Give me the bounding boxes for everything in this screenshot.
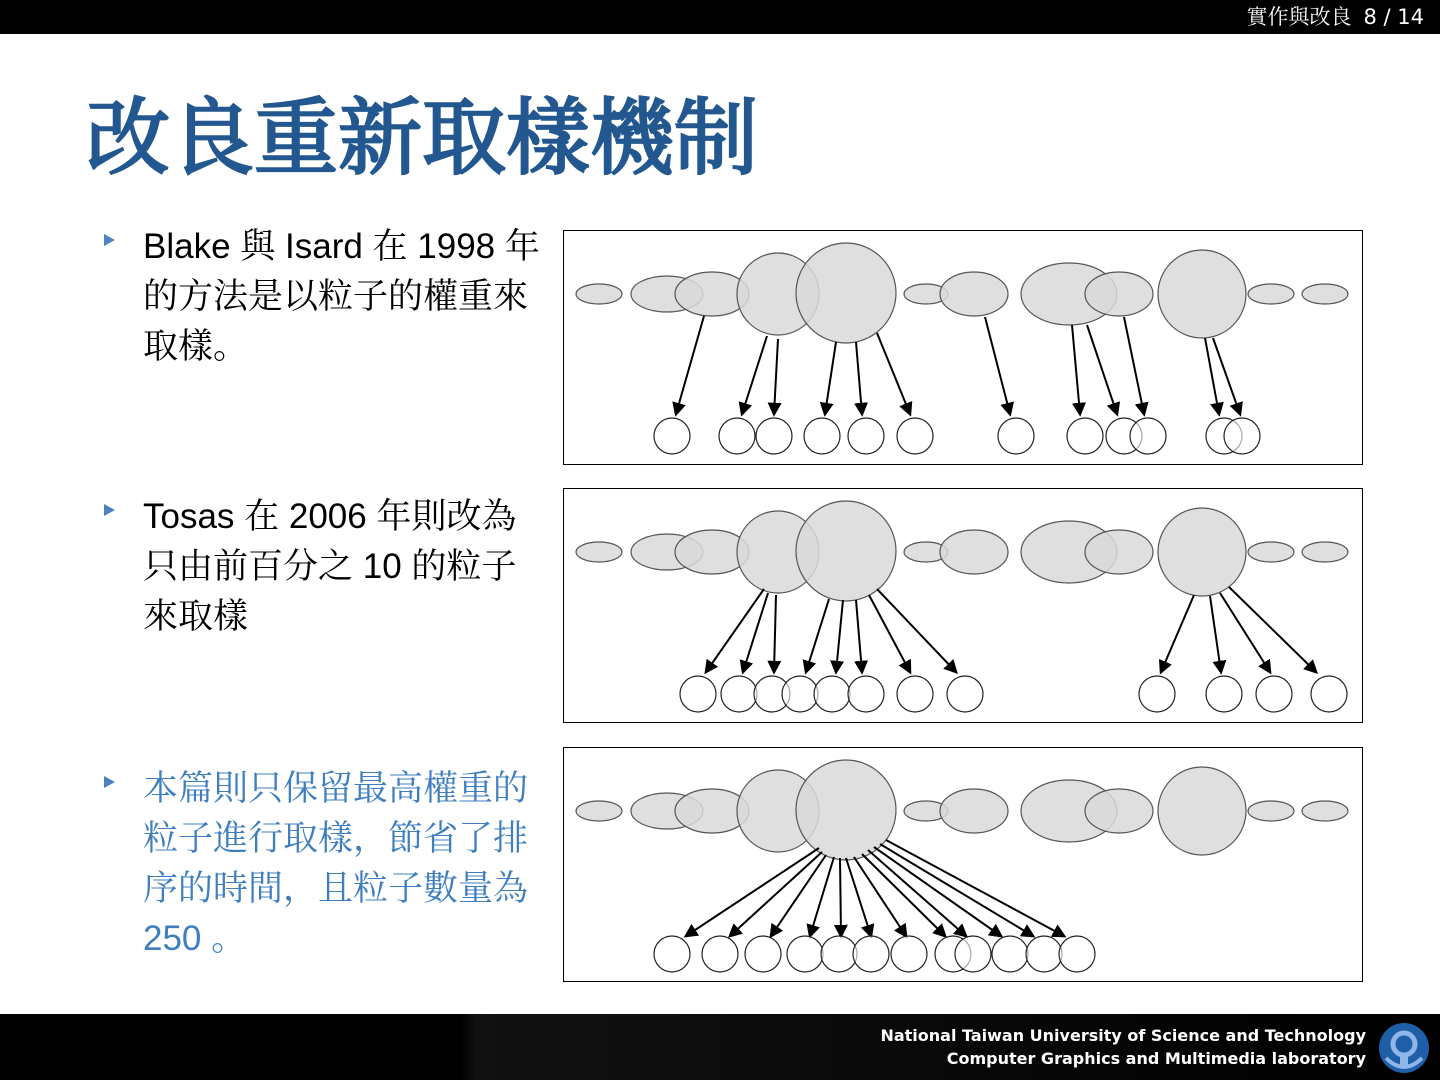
triangle-bullet-icon — [104, 776, 115, 788]
resample-arrow — [846, 858, 871, 936]
new-particle-circle — [1067, 418, 1103, 454]
triangle-bullet-icon — [104, 234, 115, 246]
new-particle-circle — [745, 936, 781, 972]
particle-ellipse — [1248, 542, 1294, 562]
footer-bar — [0, 1014, 1440, 1080]
resample-arrow — [856, 342, 862, 414]
bullet-text: Blake 與 Isard 在 1998 年的方法是以粒子的權重來取樣。 — [143, 227, 540, 366]
resampling-diagram-weighted — [563, 230, 1363, 465]
resample-arrow — [880, 844, 1033, 936]
particle-ellipse — [1085, 272, 1153, 316]
new-particle-circle — [782, 676, 818, 712]
particle-ellipse — [576, 284, 622, 304]
resample-arrow — [742, 336, 767, 414]
resample-arrow — [774, 595, 776, 672]
resample-arrow — [774, 339, 778, 414]
resample-arrow — [840, 858, 841, 936]
resample-arrow — [836, 600, 843, 672]
section-title: 實作與改良 — [1246, 5, 1352, 29]
resample-arrow — [877, 333, 910, 414]
new-particle-circle — [804, 418, 840, 454]
particle-ellipse — [940, 272, 1008, 316]
new-particle-circle — [897, 676, 933, 712]
new-particle-circle — [1206, 676, 1242, 712]
diagram-svg — [564, 231, 1362, 464]
resample-arrow — [771, 855, 826, 936]
footer-lab: Computer Graphics and Multimedia laboratory — [946, 1049, 1366, 1068]
resample-arrow — [1220, 593, 1270, 672]
particle-ellipse — [1302, 801, 1348, 821]
particle-ellipse — [1158, 250, 1246, 338]
particle-ellipse — [576, 542, 622, 562]
page-number: 8 / 14 — [1363, 5, 1424, 29]
triangle-bullet-icon — [104, 504, 115, 516]
new-particle-circle — [955, 936, 991, 972]
new-particle-circle — [897, 418, 933, 454]
new-particle-circle — [998, 418, 1034, 454]
resample-arrow — [1161, 595, 1194, 672]
new-particle-circle — [1139, 676, 1175, 712]
new-particle-circle — [1256, 676, 1292, 712]
resample-arrow — [854, 857, 906, 936]
particle-ellipse — [1158, 508, 1246, 596]
footer-text — [880, 1024, 1366, 1070]
top-bar — [0, 0, 1440, 34]
new-particle-circle — [787, 936, 823, 972]
particle-ellipse — [796, 243, 896, 343]
resample-arrow — [810, 857, 834, 936]
particle-ellipse — [940, 789, 1008, 833]
diagram-svg — [564, 489, 1362, 722]
new-particle-circle — [947, 676, 983, 712]
new-particle-circle — [721, 676, 757, 712]
particle-ellipse — [1085, 530, 1153, 574]
new-particle-circle — [1224, 418, 1260, 454]
slide-title: 改良重新取樣機制 — [86, 89, 759, 187]
particle-ellipse — [1248, 284, 1294, 304]
particle-ellipse — [1302, 542, 1348, 562]
particle-ellipse — [940, 530, 1008, 574]
new-particle-circle — [1026, 936, 1062, 972]
resampling-diagram-top-ten-percent — [563, 488, 1363, 723]
university-logo-icon — [1376, 1018, 1432, 1074]
resampling-diagram-highest-weight — [563, 747, 1363, 982]
particle-ellipse — [1158, 767, 1246, 855]
new-particle-circle — [702, 936, 738, 972]
new-particle-circle — [1311, 676, 1347, 712]
diagram-svg — [564, 748, 1362, 981]
new-particle-circle — [1059, 936, 1095, 972]
bullet-text: 本篇則只保留最高權重的粒子進行取樣，節省了排序的時間，且粒子數量為 250 。 — [143, 769, 529, 958]
resample-arrow — [869, 595, 910, 672]
section-header — [1246, 4, 1424, 30]
new-particle-circle — [814, 676, 850, 712]
new-particle-circle — [891, 936, 927, 972]
new-particle-circle — [848, 676, 884, 712]
new-particle-circle — [848, 418, 884, 454]
resample-arrow — [862, 854, 945, 936]
resample-arrow — [985, 317, 1010, 414]
resample-arrow — [686, 848, 819, 936]
resample-arrow — [868, 850, 966, 936]
bullet-text: Tosas 在 2006 年則改為只由前百分之 10 的粒子來取樣 — [143, 497, 517, 636]
resample-arrow — [1124, 317, 1144, 414]
resample-arrow — [806, 599, 829, 672]
resample-arrow — [856, 600, 862, 672]
new-particle-circle — [853, 936, 889, 972]
particle-ellipse — [576, 801, 622, 821]
resample-arrow — [825, 342, 836, 414]
new-particle-circle — [756, 418, 792, 454]
resample-arrow — [743, 593, 768, 672]
resample-arrow — [730, 852, 822, 936]
new-particle-circle — [821, 936, 857, 972]
new-particle-circle — [654, 418, 690, 454]
new-particle-circle — [719, 418, 755, 454]
new-particle-circle — [992, 936, 1028, 972]
new-particle-circle — [654, 936, 690, 972]
new-particle-circle — [680, 676, 716, 712]
resample-arrow — [1072, 325, 1080, 414]
new-particle-circle — [1130, 418, 1166, 454]
resample-arrow — [1210, 596, 1221, 672]
particle-ellipse — [796, 501, 896, 601]
resample-arrow — [676, 316, 704, 414]
resample-arrow — [1087, 325, 1117, 414]
particle-ellipse — [1085, 789, 1153, 833]
particle-ellipse — [1248, 801, 1294, 821]
footer-university: National Taiwan University of Science and Technology — [880, 1026, 1366, 1045]
particle-ellipse — [1302, 284, 1348, 304]
